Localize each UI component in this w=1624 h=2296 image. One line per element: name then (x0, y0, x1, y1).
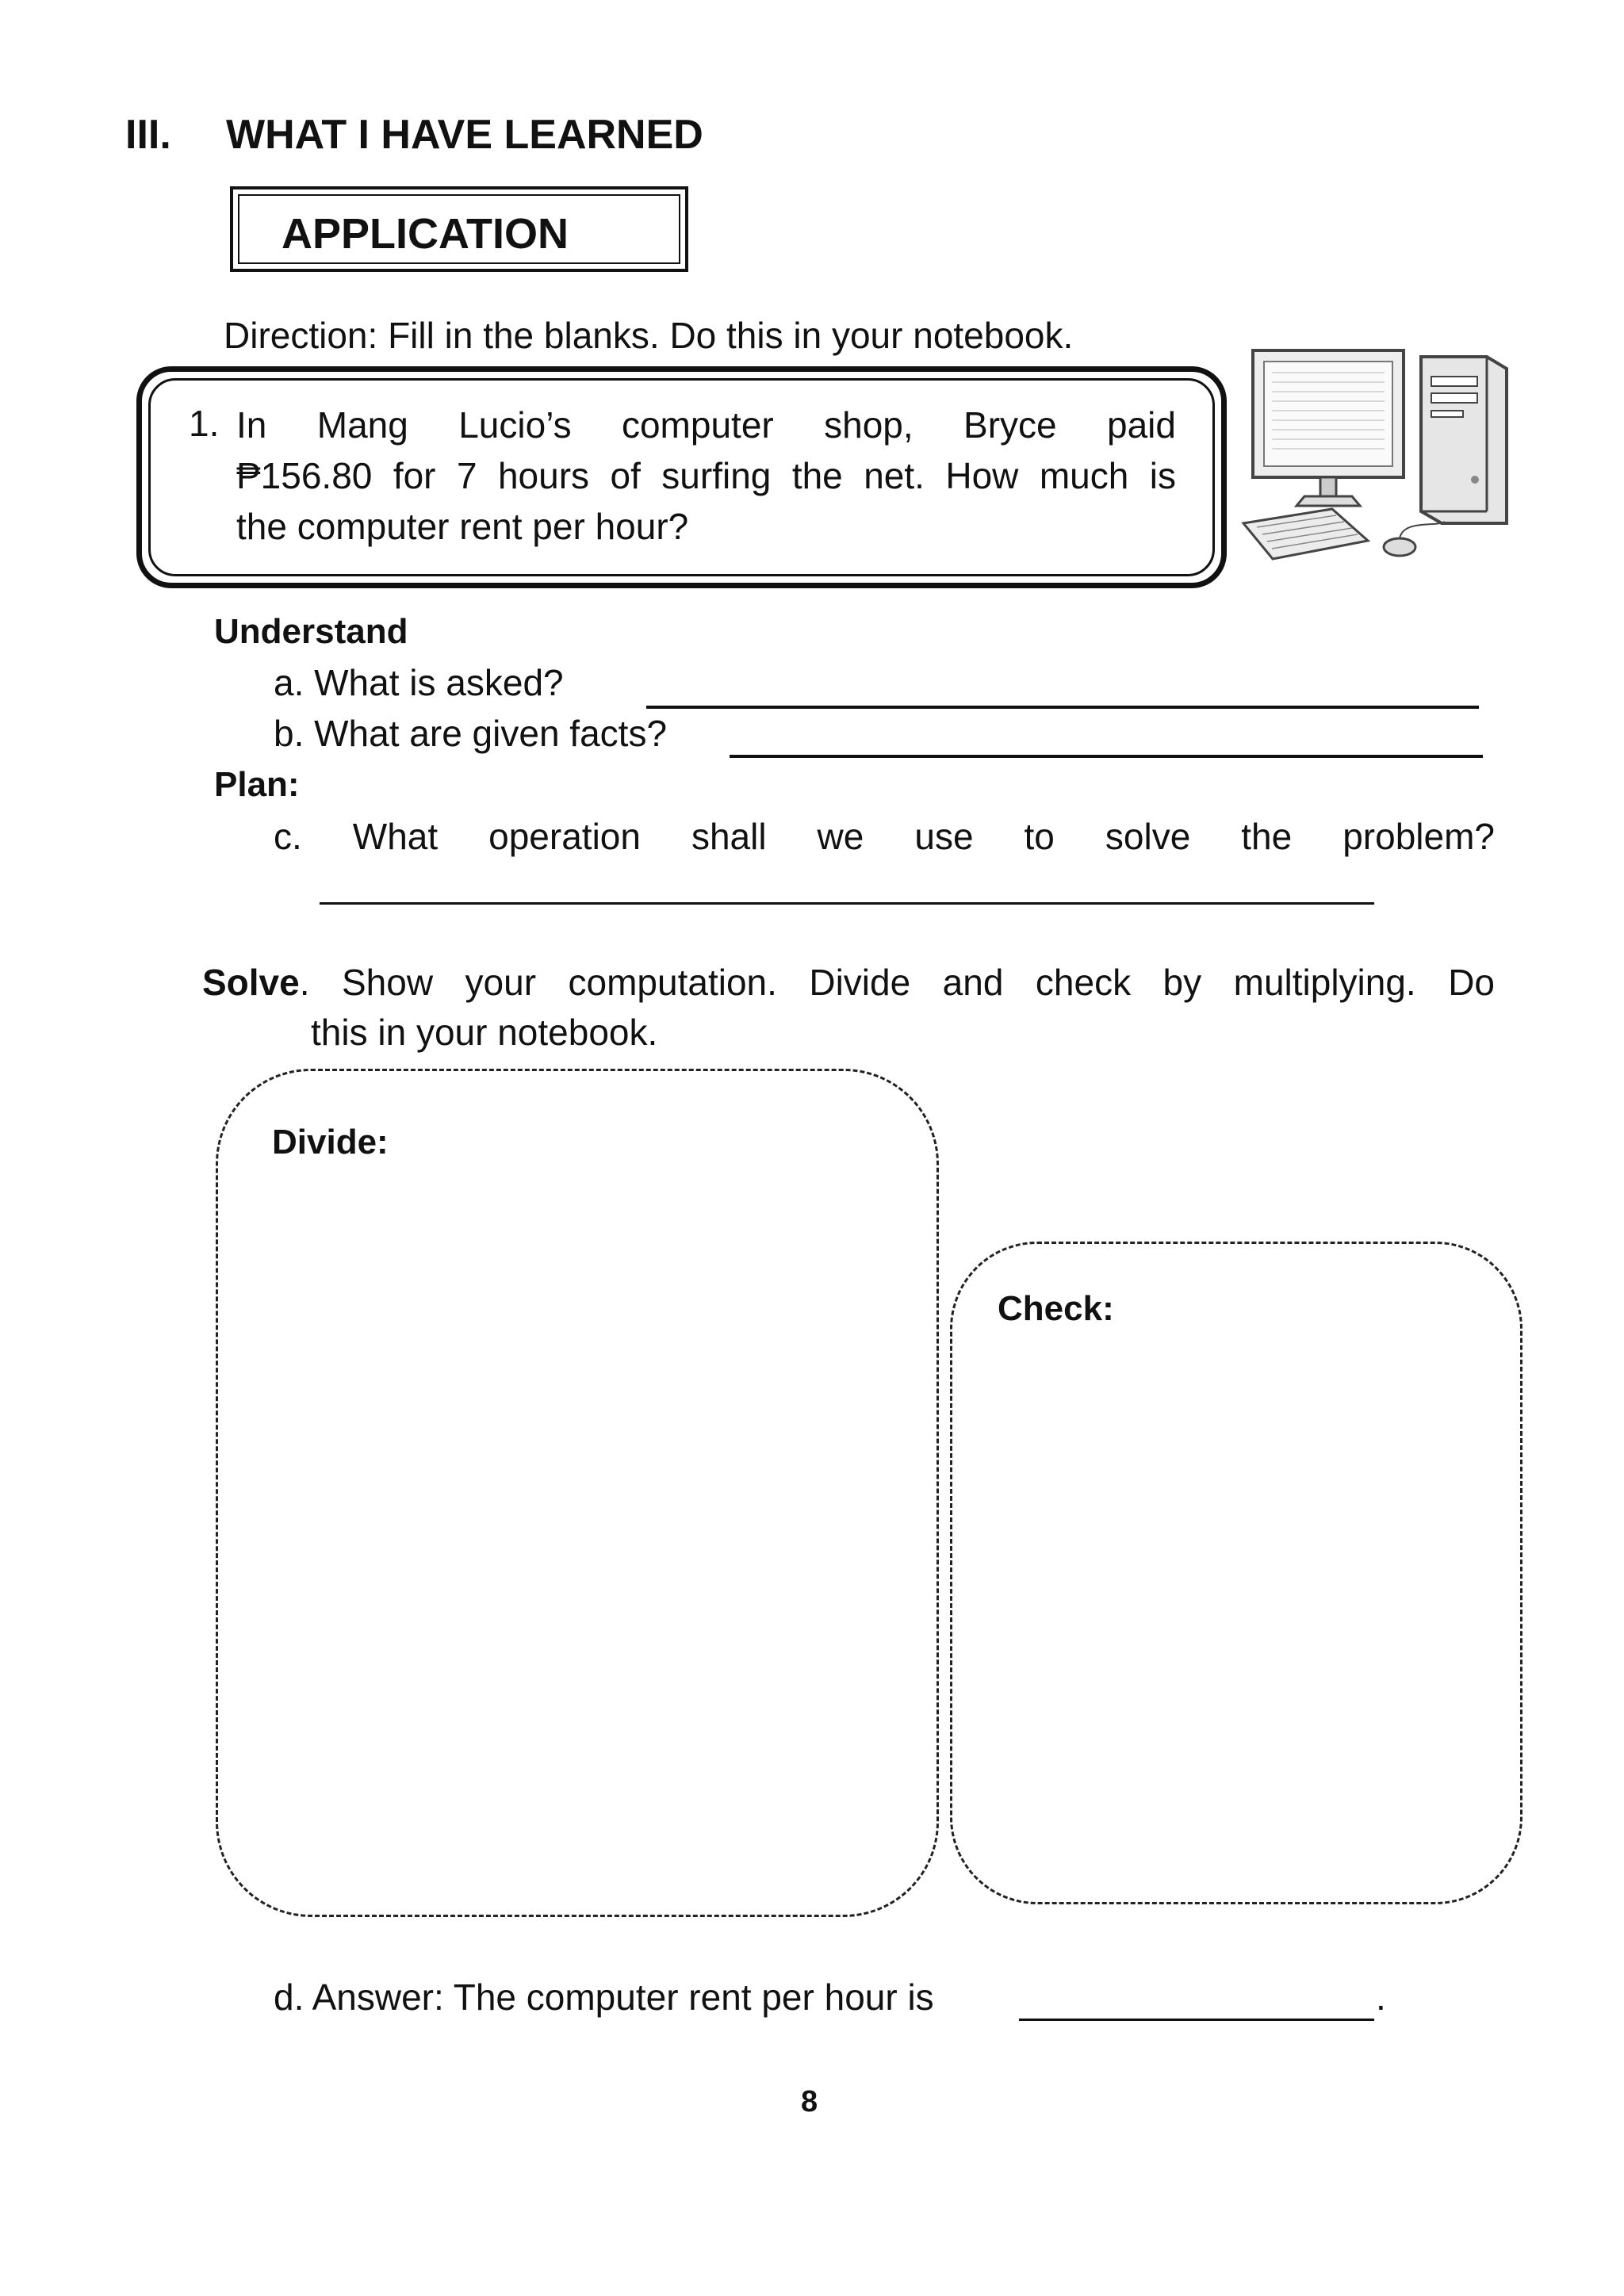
problem-line-1: In Mang Lucio’s computer shop, Bryce paid (236, 404, 1176, 446)
problem-number: 1. (189, 403, 220, 444)
question-a: a. What is asked? (274, 662, 564, 703)
solve-label: Solve (202, 962, 300, 1003)
solve-instruction-line-1 (202, 961, 1495, 1004)
check-label: Check: (998, 1289, 1114, 1328)
understand-label: Understand (214, 612, 408, 651)
desktop-computer-icon (1237, 333, 1538, 563)
section-number: III. (125, 112, 171, 158)
page-number: 8 (801, 2085, 818, 2118)
question-b: b. What are given facts? (274, 713, 668, 754)
answer-blank-a (646, 706, 1479, 709)
problem-line-3: the computer rent per hour? (236, 506, 689, 547)
direction-text: Direction: Fill in the blanks. Do this in your notebook. (224, 315, 1074, 356)
plan-label: Plan: (214, 765, 300, 804)
question-c: c. What operation shall we use to solve the problem? (274, 816, 1495, 857)
answer-blank-d (1019, 2019, 1374, 2021)
answer-period: . (1376, 1976, 1386, 2018)
answer-blank-c (320, 902, 1374, 905)
answer-blank-b (730, 755, 1483, 758)
section-title: WHAT I HAVE LEARNED (226, 112, 703, 158)
divide-label: Divide: (272, 1123, 389, 1161)
answer-question-d: d. Answer: The computer rent per hour is (274, 1976, 934, 2018)
solve-instruction-line-2: this in your notebook. (311, 1012, 658, 1053)
check-work-box (950, 1242, 1522, 1904)
solve-instruction-text: . Show your computation. Divide and check by multiplying. Do (299, 962, 1495, 1003)
divide-work-box (216, 1069, 939, 1917)
application-label: APPLICATION (282, 210, 569, 258)
problem-line-2: ₱156.80 for 7 hours of surfing the net. How much is (236, 455, 1176, 496)
